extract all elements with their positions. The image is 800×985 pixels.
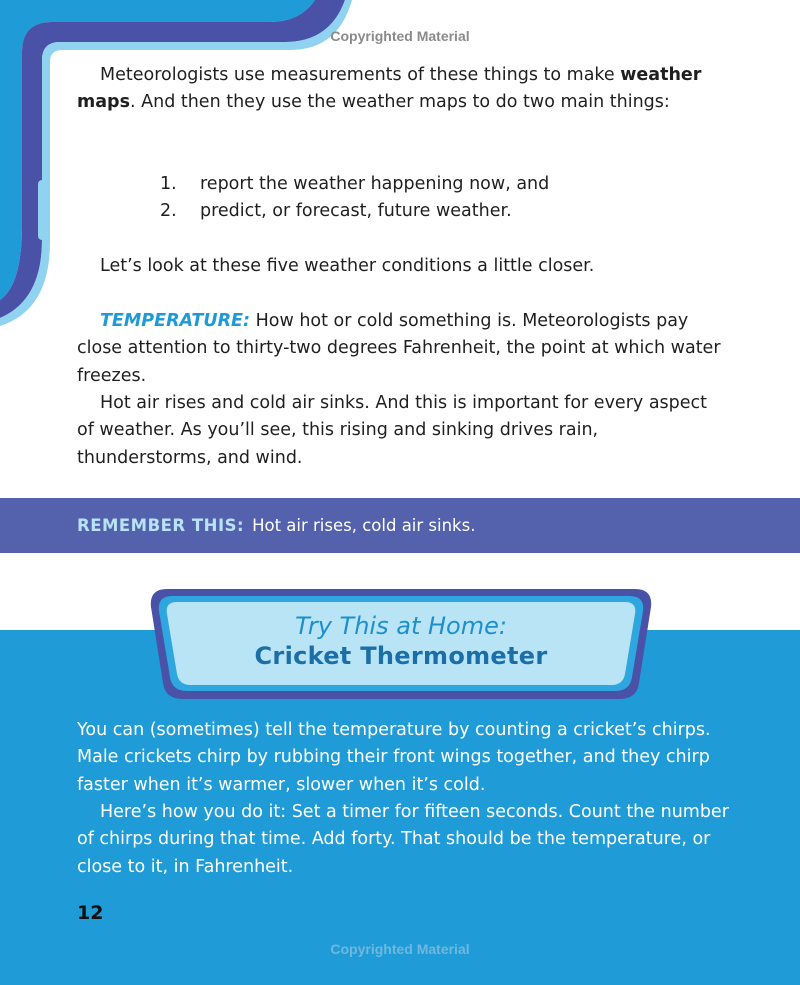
intro-paragraph <box>77 62 727 117</box>
copyright-header: Copyrighted Material <box>330 28 470 44</box>
try-this-heading: Try This at Home: <box>295 612 507 640</box>
temperature-definition: How hot or cold something is. Meteorologists pay close attention to thirty-two degrees Fahrenheit, the point at which water freezes. <box>77 311 721 386</box>
intro-text-after: . And then they use the weather maps to do two main things: <box>130 92 670 113</box>
list-item-text: predict, or forecast, future weather. <box>200 201 512 222</box>
cricket-paragraph-1: You can (sometimes) tell the temperature by counting a cricket’s chirps. Male crickets chirp by rubbing their front wings together, and they chirp faster when it’s warmer, slower when it’s cold. <box>77 720 711 795</box>
list-item-text: report the weather happening now, and <box>200 174 550 194</box>
list-item <box>160 198 720 225</box>
remember-label: REMEMBER THIS: <box>77 516 245 535</box>
copyright-footer: Copyrighted Material <box>330 941 470 957</box>
list-item-number: 1. <box>160 174 177 194</box>
look-closer-paragraph: Let’s look at these five weather conditions a little closer. <box>100 256 595 276</box>
remember-this-band <box>0 498 800 553</box>
list-item <box>160 171 720 198</box>
temperature-label: TEMPERATURE: <box>100 311 251 331</box>
cricket-paragraph-2: Here’s how you do it: Set a timer for fifteen seconds. Count the number of chirps during that time. Add forty. That should be the temperature, or close to it, in Fahrenheit. <box>77 802 729 877</box>
page-number: 12 <box>77 902 104 924</box>
try-this-title <box>149 611 653 671</box>
cricket-thermometer-heading: Cricket Thermometer <box>254 642 548 670</box>
try-this-title-box <box>149 589 653 699</box>
remember-text: Hot air rises, cold air sinks. <box>252 516 476 535</box>
temperature-paragraph <box>77 308 727 390</box>
list-item-number: 2. <box>160 201 177 222</box>
corner-frame-decoration <box>0 0 360 330</box>
numbered-list <box>160 171 720 226</box>
hot-air-paragraph: Hot air rises and cold air sinks. And this is important for every aspect of weather. As you’ll see, this rising and sinking drives rain, thunderstorms, and wind. <box>77 393 708 468</box>
intro-text-before: Meteorologists use measurements of these things to make <box>100 65 621 85</box>
weather-maps-term: weather maps <box>77 65 702 113</box>
